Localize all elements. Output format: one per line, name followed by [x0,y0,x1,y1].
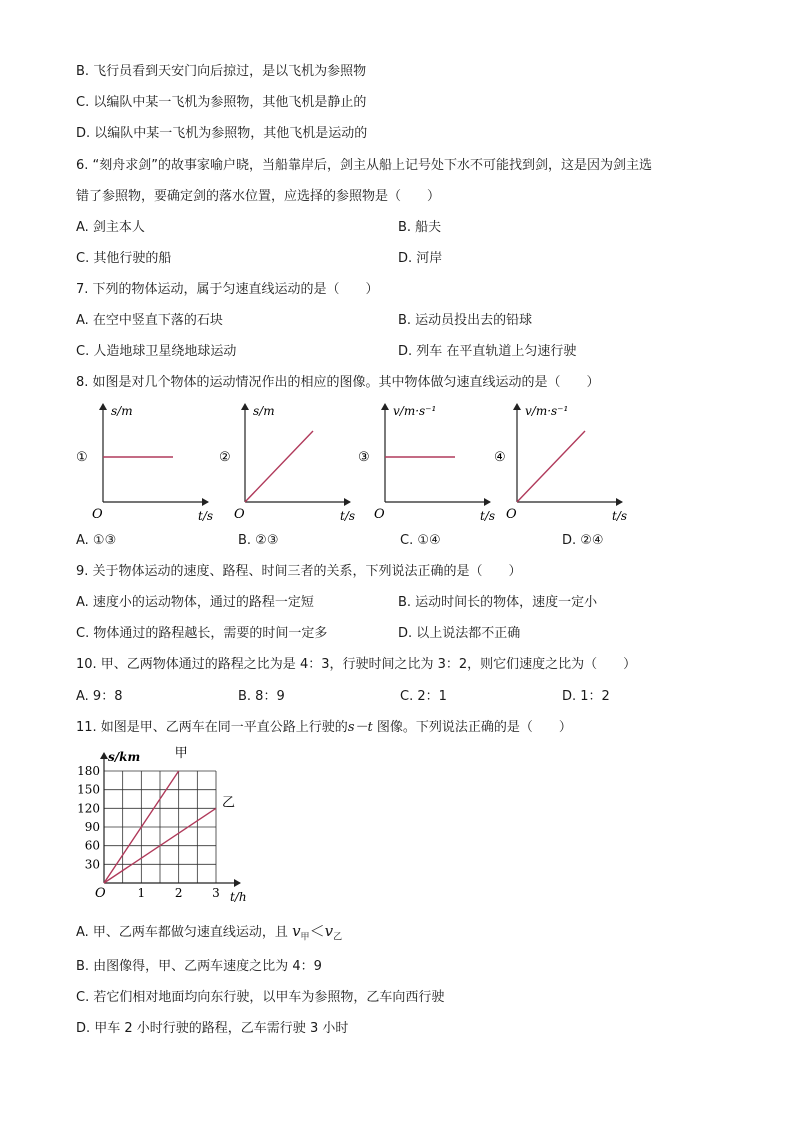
x-axis-label: t/s [480,509,496,523]
origin-label: O [234,507,245,522]
q9-option-d: D. 以上说法都不正确 [398,626,521,641]
q8-option-c: C. ①④ [400,533,441,548]
q5-option-b: B. 飞行员看到天安门向后掠过，是以飞机为参照物 [76,64,367,79]
subscript-yi: 乙 [333,932,343,943]
series-label-2: 乙 [222,795,236,811]
q9-option-a: A. 速度小的运动物体，通过的路程一定短 [76,595,314,610]
y-tick-label: 150 [77,782,100,797]
graph-number: ④ [494,450,506,465]
q10-option-c: C. 2：1 [400,689,447,704]
x-tick-label: 2 [174,886,183,900]
q8-figure [0,398,794,528]
q7-option-c: C. 人造地球卫星绕地球运动 [76,344,237,359]
q6-stem-line1: 6. “刻舟求剑”的故事家喻户晓，当船靠岸后，剑主从船上记号处下水不可能找到剑，这是因为剑主选 [76,158,653,173]
v-symbol-1: v [292,922,301,940]
y-axis-label: s/m [253,404,275,418]
q11-stem-post: 图像。下列说法正确的是（ ） [372,720,572,735]
q11-option-a-text: A. 甲、乙两车都做匀速直线运动，且 [76,925,293,940]
graph-number: ② [219,450,231,465]
q6-option-d: D. 河岸 [398,251,443,266]
q7-stem: 7. 下列的物体运动，属于匀速直线运动的是（ ） [76,282,379,297]
q6-stem-line2: 错了参照物，要确定剑的落水位置，应选择的参照物是（ ） [76,189,441,204]
q11-st-chart [70,745,270,905]
subscript-jia: 甲 [300,932,310,943]
q11-option-d: D. 甲车 2 小时行驶的路程，乙车需行驶 3 小时 [76,1021,349,1036]
x-axis-label: t/h [230,890,247,904]
q10-option-d: D. 1：2 [562,689,610,704]
y-tick-label: 120 [77,801,100,816]
q11-stem-pre: 11. 如图是甲、乙两车在同一平直公路上行驶的 [76,720,348,735]
origin-label: O [92,507,103,522]
q11-option-c: C. 若它们相对地面均向东行驶，以甲车为参照物，乙车向西行驶 [76,990,445,1005]
q9-option-b: B. 运动时间长的物体，速度一定小 [398,595,598,610]
graph-1 [76,404,213,523]
q7-option-b: B. 运动员投出去的铅球 [398,313,533,328]
q8-option-d: D. ②④ [562,533,604,548]
y-axis-label: s/m [111,404,133,418]
q9-stem: 9. 关于物体运动的速度、路程、时间三者的关系，下列说法正确的是（ ） [76,564,522,579]
y-tick-label: 180 [77,764,100,778]
less-than-sign: ＜ [309,922,325,940]
origin-label: O [95,886,106,901]
graph-number: ③ [358,450,370,465]
y-tick-label: 90 [84,820,100,834]
x-axis-label: t/s [198,509,214,523]
q6-option-b: B. 船夫 [398,220,442,235]
graph-3 [358,404,495,523]
q7-option-d: D. 列车 在平直轨道上匀速行驶 [398,344,577,359]
y-tick-label: 30 [84,857,100,872]
q6-option-c: C. 其他行驶的船 [76,251,172,266]
y-axis-label: s/km [108,750,141,764]
q10-option-a: A. 9：8 [76,689,123,704]
q11-option-a [76,922,342,947]
origin-label: O [506,507,517,522]
q8-option-a: A. ①③ [76,533,117,548]
v-symbol-2: v [324,922,334,940]
graph-number: ① [76,450,88,465]
q6-option-a: A. 剑主本人 [76,220,145,235]
q11-stem-st: s－t [347,720,373,735]
origin-label: O [374,507,385,522]
rising-line [517,431,585,502]
q8-stem: 8. 如图是对几个物体的运动情况作出的相应的图像。其中物体做匀速直线运动的是（ ） [76,375,600,390]
grid [104,771,216,883]
q10-stem: 10. 甲、乙两物体通过的路程之比为是 4：3，行驶时间之比为 3：2，则它们速度之比为（ ） [76,657,637,672]
x-axis-label: t/s [612,509,628,523]
y-axis-label: v/m·s⁻¹ [525,404,569,418]
q10-option-b: B. 8：9 [238,689,285,704]
x-tick-label: 3 [212,886,220,900]
graph-4 [494,404,627,523]
q11-stem [76,719,572,737]
graph-2 [219,404,355,523]
x-axis-label: t/s [340,509,356,523]
rising-line [245,431,313,502]
q5-option-d: D. 以编队中某一飞机为参照物，其他飞机是运动的 [76,126,368,141]
q5-option-c: C. 以编队中某一飞机为参照物，其他飞机是静止的 [76,95,367,110]
q9-option-c: C. 物体通过的路程越长，需要的时间一定多 [76,626,328,641]
q8-option-b: B. ②③ [238,533,279,548]
q7-option-a: A. 在空中竖直下落的石块 [76,313,223,328]
series-label-1: 甲 [174,746,188,761]
y-tick-label: 60 [84,838,100,853]
x-tick-label: 1 [137,886,146,900]
q11-option-b: B. 由图像得，甲、乙两车速度之比为 4：9 [76,959,322,974]
y-axis-label: v/m·s⁻¹ [393,404,437,418]
